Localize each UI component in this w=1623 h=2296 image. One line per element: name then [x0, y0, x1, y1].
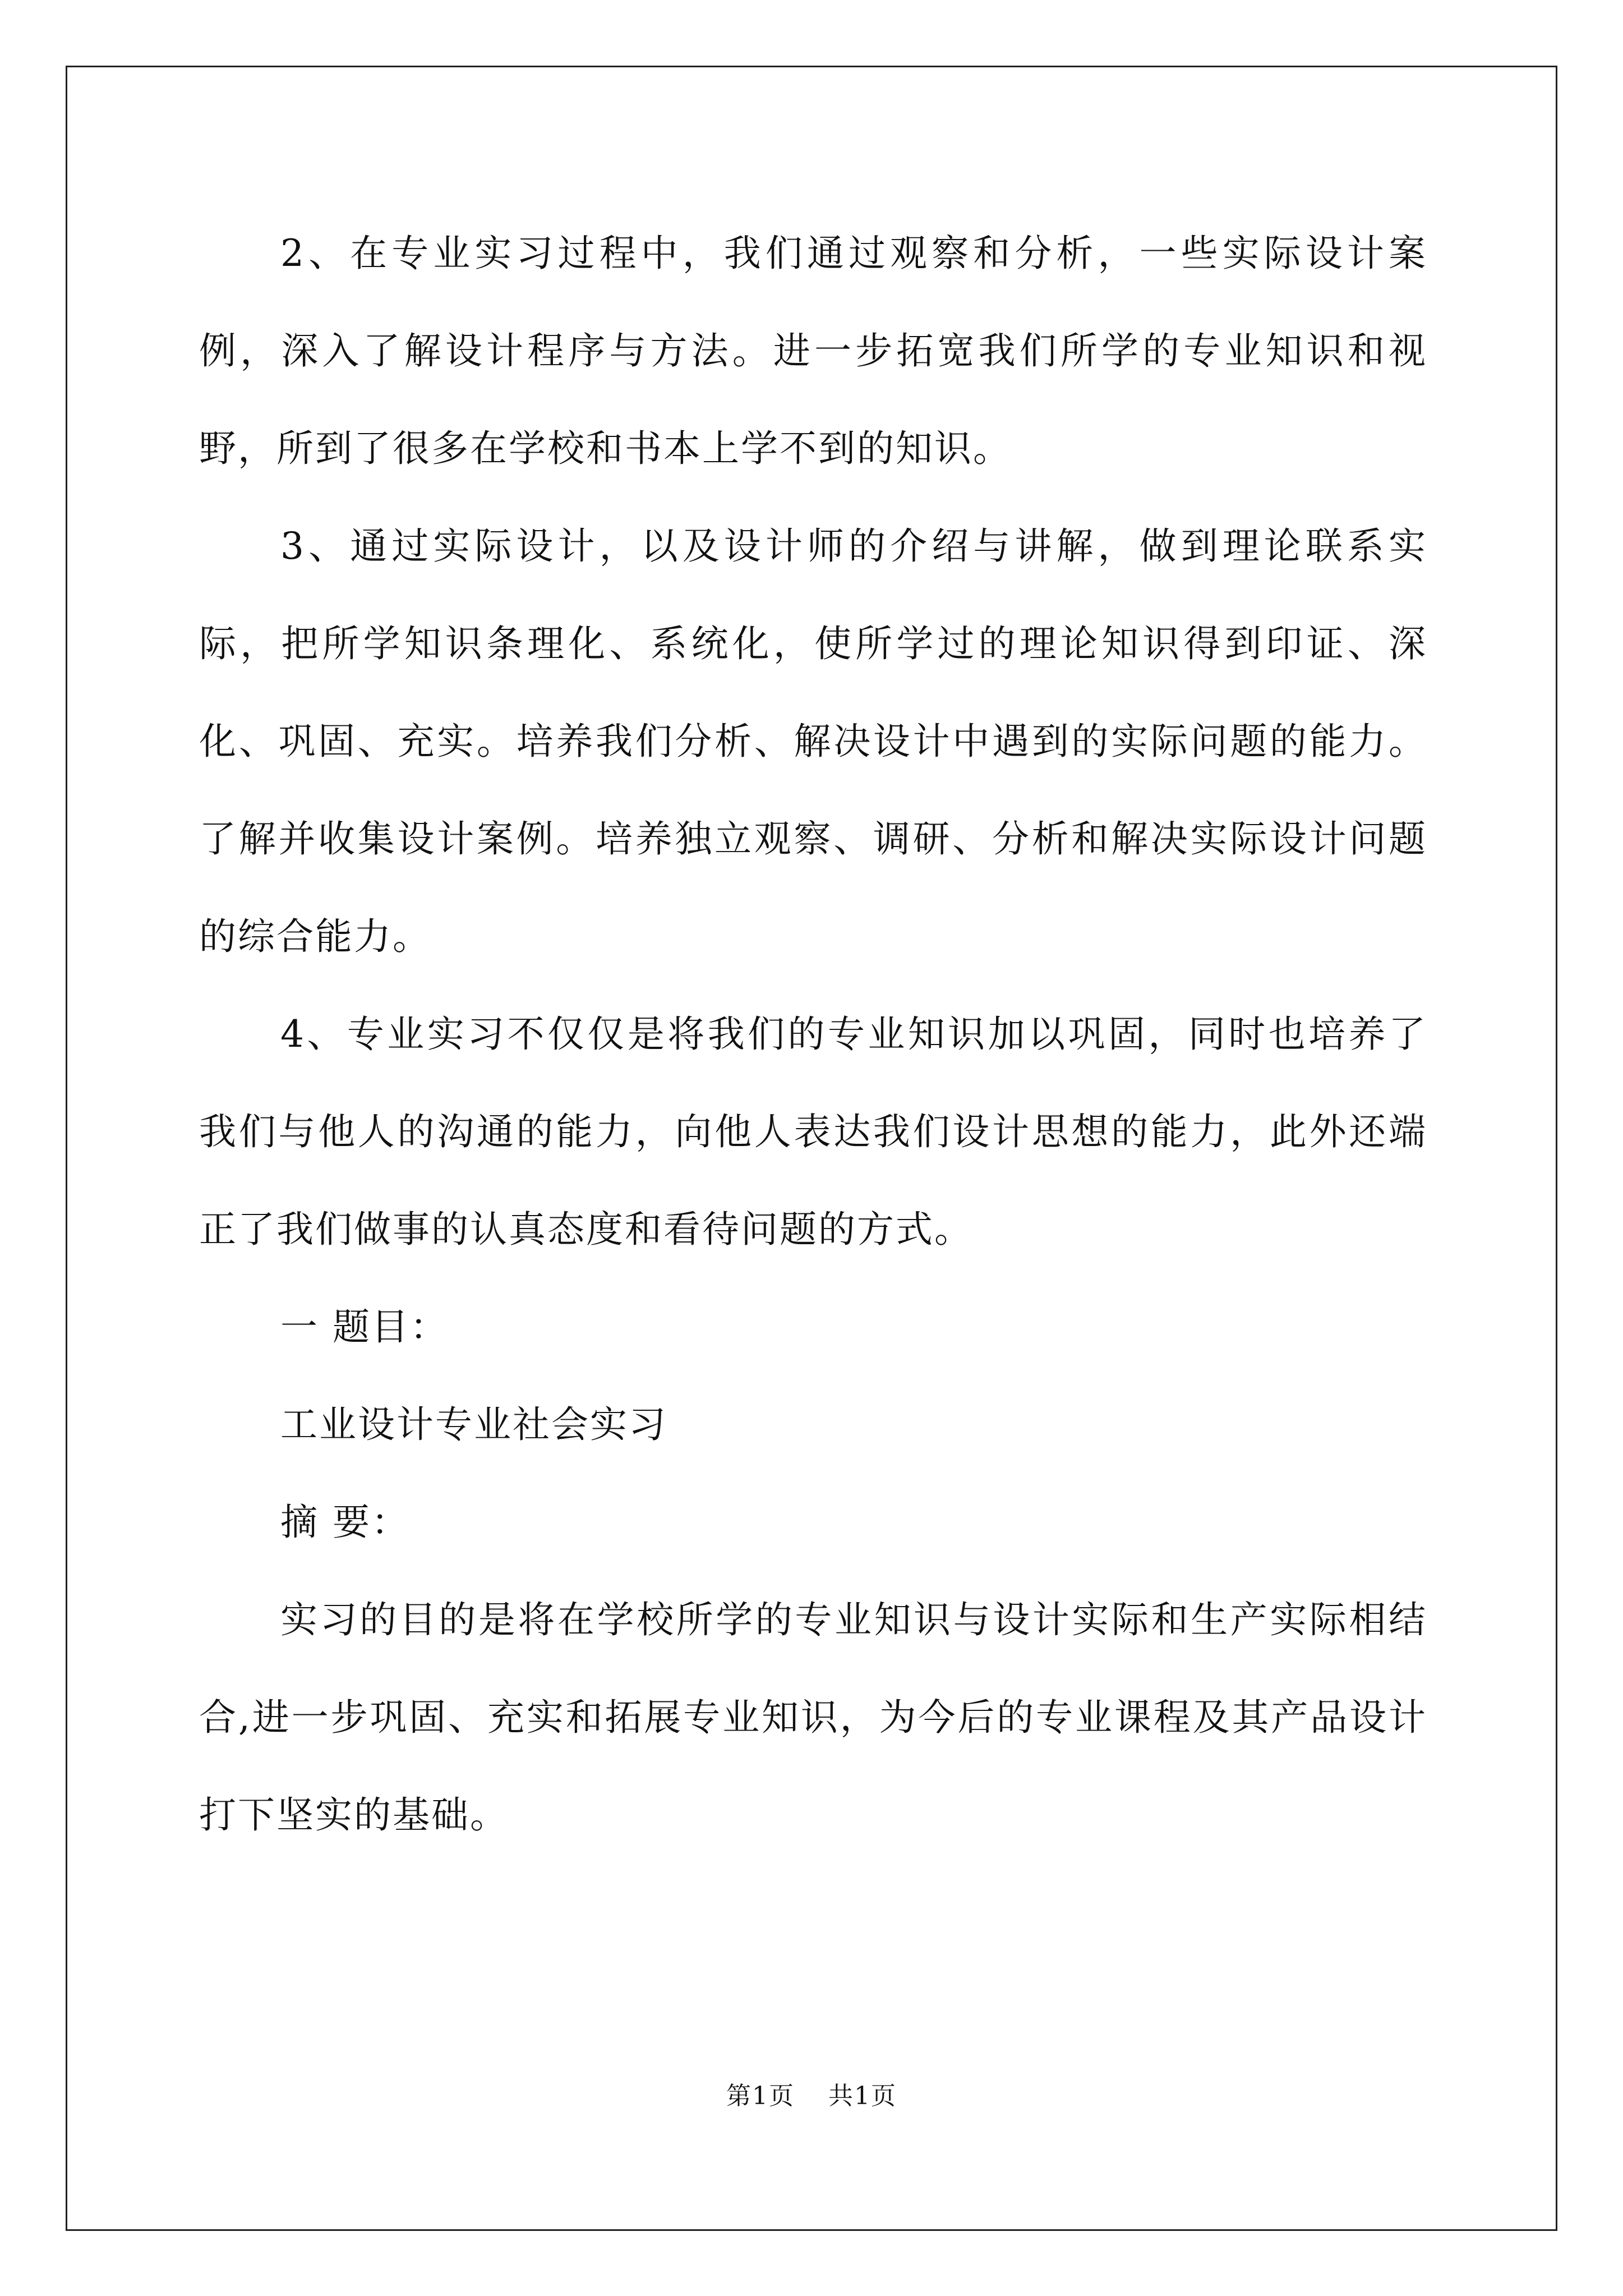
page-total: 共1页	[828, 2082, 897, 2110]
abstract-heading: 摘 要：	[280, 1501, 410, 1544]
page-number: 第1页	[726, 2082, 795, 2110]
abstract-paragraph: 实习的目的是将在学校所学的专业知识与设计实际和生产实际相结合,进一步巩固、充实和拓展专业知识，为今后的专业课程及其产品设计打下坚实的基础。	[199, 1598, 1427, 1837]
paragraph-4: 4、专业实习不仅仅是将我们的专业知识加以巩固，同时也培养了我们与他人的沟通的能力，向他人表达我们设计思想的能力，此外还端正了我们做事的认真态度和看待问题的方式。	[199, 1013, 1427, 1251]
section-title-value: 工业设计专业社会实习	[280, 1403, 667, 1446]
page-footer	[0, 2076, 1623, 2111]
paragraph-2: 2、在专业实习过程中，我们通过观察和分析，一些实际设计案例，深入了解设计程序与方法。进一步拓宽我们所学的专业知识和视野，所到了很多在学校和书本上学不到的知识。	[199, 232, 1427, 470]
paragraph-3: 3、通过实际设计，以及设计师的介绍与讲解，做到理论联系实际，把所学知识条理化、系统化，使所学过的理论知识得到印证、深化、巩固、充实。培养我们分析、解决设计中遇到的实际问题的能力。了解并收集设计案例。培养独立观察、调研、分析和解决实际设计问题的综合能力。	[199, 524, 1427, 958]
document-body	[199, 205, 1427, 1864]
section-title-heading: 一 题目：	[280, 1305, 449, 1349]
